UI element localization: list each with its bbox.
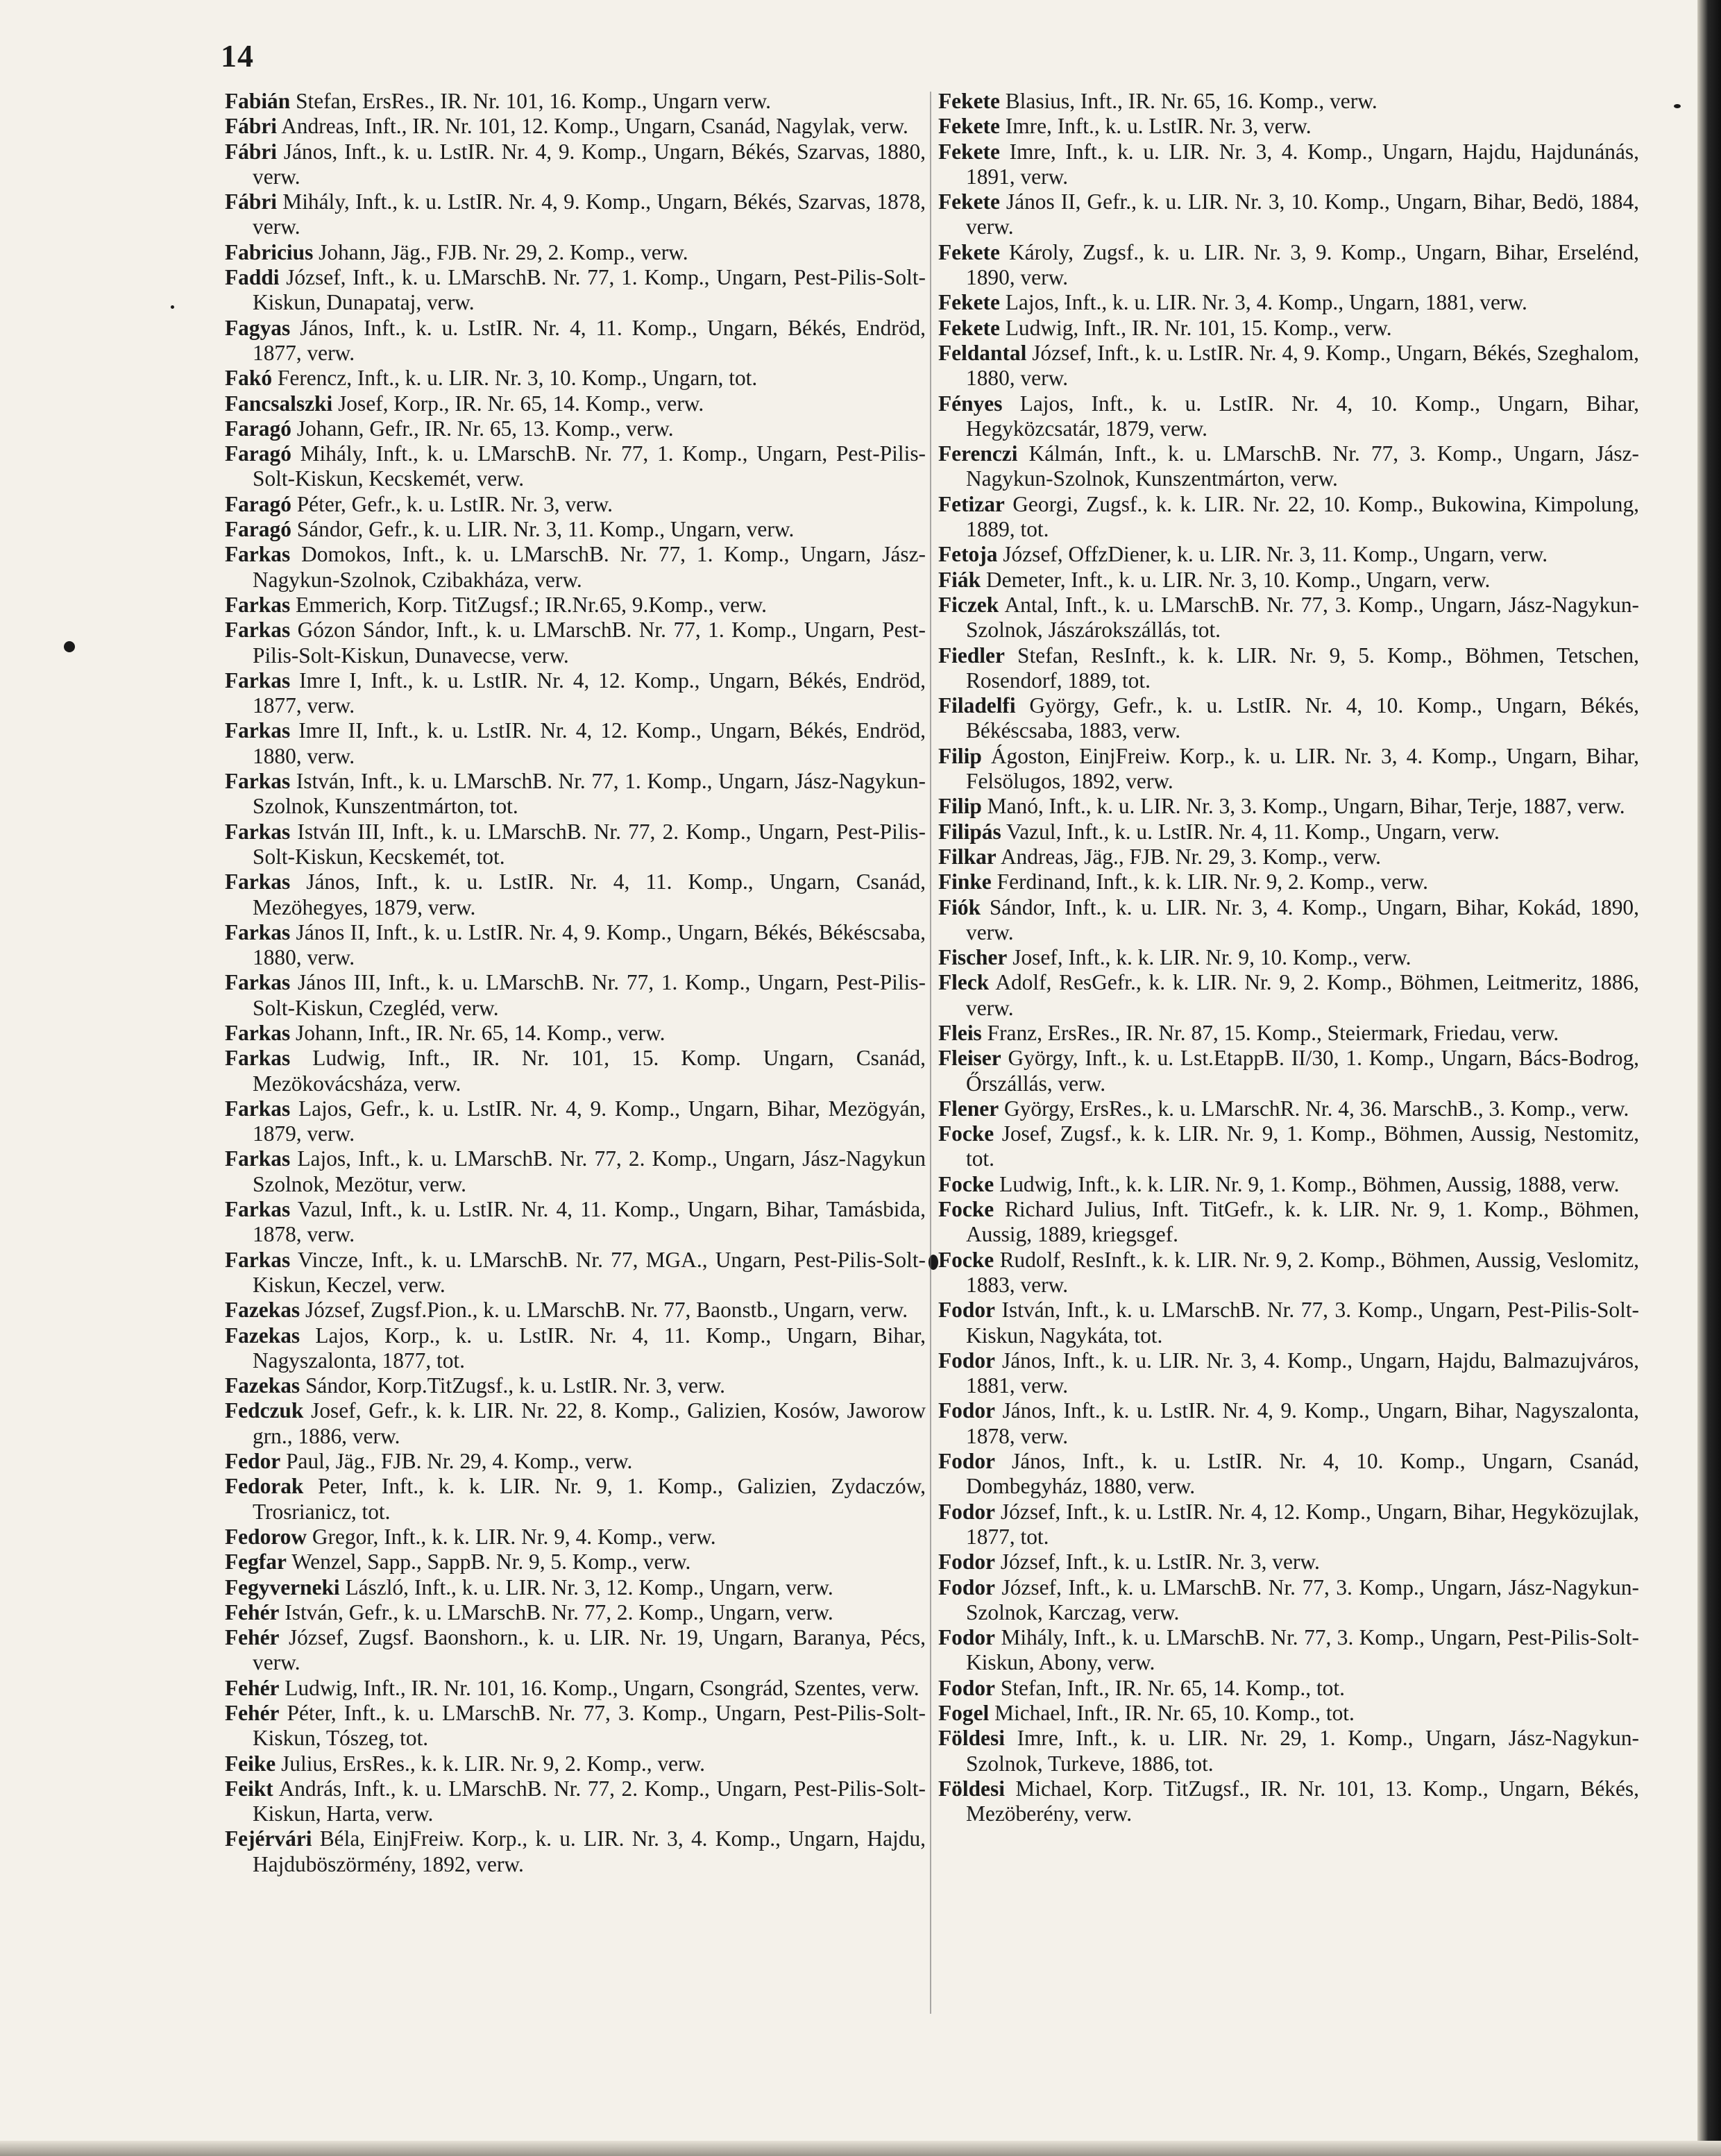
- entry: [225, 441, 926, 492]
- entry: [225, 593, 926, 618]
- entry-details: Sándor, Inft., k. u. LIR. Nr. 3, 4. Komp., Ungarn, Bihar, Kokád, 1890, verw.: [966, 894, 1639, 944]
- entry-details: József, Inft., k. u. LstIR. Nr. 4, 12. Komp., Ungarn, Bihar, Hegyközujlak, 1877, tot.: [966, 1499, 1639, 1549]
- entry-surname: Fehér: [225, 1701, 280, 1725]
- entry-details: Mihály, Inft., k. u. LMarschB. Nr. 77, 3. Komp., Ungarn, Pest-Pilis-Solt-Kiskun, Abony, verw.: [966, 1625, 1639, 1675]
- entry-surname: Ferenczi: [938, 441, 1018, 466]
- entry-surname: Filadelfi: [938, 693, 1016, 718]
- entry: [225, 1146, 926, 1197]
- entry: [225, 189, 926, 240]
- entry: [225, 1600, 926, 1625]
- entry: [225, 869, 926, 920]
- entry-surname: Fiák: [938, 567, 981, 592]
- entry-surname: Fodor: [938, 1499, 995, 1524]
- entry-details: György, Gefr., k. u. LstIR. Nr. 4, 10. Komp., Ungarn, Békés, Békéscsaba, 1883, verw.: [966, 693, 1639, 743]
- entry-details: Adolf, ResGefr., k. k. LIR. Nr. 9, 2. Komp., Böhmen, Leitmeritz, 1886, verw.: [966, 970, 1639, 1020]
- entry-details: Julius, ErsRes., k. k. LIR. Nr. 9, 2. Komp., verw.: [281, 1751, 706, 1776]
- entry-details: Ferdinand, Inft., k. k. LIR. Nr. 9, 2. Komp., verw.: [997, 869, 1428, 894]
- entry: [225, 1398, 926, 1449]
- entry-surname: Fakó: [225, 366, 273, 391]
- entry-details: István III, Inft., k. u. LMarschB. Nr. 77, 2. Komp., Ungarn, Pest-Pilis-Solt-Kiskun, Kecskemét, tot.: [253, 819, 926, 869]
- entry-details: János, Inft., k. u. LIR. Nr. 3, 4. Komp., Ungarn, Hajdu, Balmazujváros, 1881, verw.: [966, 1348, 1639, 1398]
- entry: [938, 189, 1639, 240]
- entry-surname: Fleis: [938, 1020, 982, 1045]
- entry-surname: Faragó: [225, 441, 291, 466]
- entry-surname: Fodor: [938, 1398, 995, 1423]
- entry: [225, 1826, 926, 1877]
- entry-surname: Fedczuk: [225, 1398, 304, 1423]
- entry-details: Péter, Inft., k. u. LMarschB. Nr. 77, 3. Komp., Ungarn, Pest-Pilis-Solt-Kiskun, Tószeg, tot.: [253, 1701, 926, 1751]
- entry: [938, 1398, 1639, 1449]
- scan-edge-bottom: [0, 2141, 1721, 2156]
- entry-details: Franz, ErsRes., IR. Nr. 87, 15. Komp., Steiermark, Friedau, verw.: [987, 1020, 1559, 1045]
- entry-surname: Fábri: [225, 114, 277, 139]
- entry: [938, 593, 1639, 643]
- entry-surname: Faragó: [225, 416, 291, 441]
- entry: [225, 820, 926, 870]
- entry-surname: Fischer: [938, 945, 1008, 970]
- entry-surname: Fabricius: [225, 239, 314, 264]
- scan-edge-right: [1697, 0, 1721, 2156]
- entry: [225, 1298, 926, 1323]
- entry: [938, 1121, 1639, 1172]
- entry-details: Ludwig, Inft., IR. Nr. 101, 16. Komp., Ungarn, Csongrád, Szentes, verw.: [285, 1675, 919, 1700]
- entry-details: József, OffzDiener, k. u. LIR. Nr. 3, 11. Komp., Ungarn, verw.: [1003, 542, 1548, 567]
- entry: [225, 970, 926, 1021]
- entry-details: Kálmán, Inft., k. u. LMarschB. Nr. 77, 3. Komp., Ungarn, Jász-Nagykun-Szolnok, Kunszentmárton, verw.: [966, 441, 1639, 491]
- entry-details: Andreas, Inft., IR. Nr. 101, 12. Komp., Ungarn, Csanád, Nagylak, verw.: [281, 114, 908, 139]
- entry-details: János, Inft., k. u. LstIR. Nr. 4, 10. Komp., Ungarn, Csanád, Dombegyház, 1880, verw.: [966, 1449, 1639, 1499]
- entry: [225, 492, 926, 517]
- entry: [938, 391, 1639, 442]
- entry: [938, 1021, 1639, 1046]
- entry-details: Vazul, Inft., k. u. LstIR. Nr. 4, 11. Komp., Ungarn, verw.: [1006, 819, 1500, 844]
- entry: [938, 970, 1639, 1021]
- left-column: [225, 89, 926, 1877]
- entry: [225, 1676, 926, 1701]
- entry-surname: Fodor: [938, 1550, 995, 1574]
- entry: [938, 1701, 1639, 1726]
- entry-surname: Faragó: [225, 491, 291, 516]
- entry-surname: Fodor: [938, 1675, 995, 1700]
- entry: [938, 1776, 1639, 1827]
- entry-details: Lajos, Gefr., k. u. LstIR. Nr. 4, 9. Komp., Ungarn, Bihar, Mezögyán, 1879, verw.: [253, 1096, 926, 1146]
- entry-surname: Fekete: [938, 239, 1000, 264]
- entry: [938, 945, 1639, 970]
- entry: [938, 316, 1639, 341]
- entry-surname: Farkas: [225, 618, 291, 643]
- entry-details: Manó, Inft., k. u. LIR. Nr. 3, 3. Komp., Ungarn, Bihar, Terje, 1887, verw.: [987, 794, 1625, 819]
- entry-details: György, Inft., k. u. Lst.EtappB. II/30, 1. Komp., Ungarn, Bács-Bodrog, Őrszállás, verw.: [966, 1046, 1639, 1096]
- entry-details: Gregor, Inft., k. k. LIR. Nr. 9, 4. Komp., verw.: [312, 1524, 716, 1549]
- entry-surname: Fetizar: [938, 491, 1005, 516]
- entry: [938, 1248, 1639, 1298]
- entry-details: Lajos, Inft., k. u. LIR. Nr. 3, 4. Komp., Ungarn, 1881, verw.: [1005, 290, 1527, 315]
- entry-details: Sándor, Gefr., k. u. LIR. Nr. 3, 11. Komp., Ungarn, verw.: [296, 517, 795, 542]
- entry-details: Ludwig, Inft., IR. Nr. 101, 15. Komp. Ungarn, Csanád, Mezökovácsháza, verw.: [253, 1046, 926, 1096]
- entry: [225, 769, 926, 820]
- entry-details: Ludwig, Inft., k. k. LIR. Nr. 9, 1. Komp., Böhmen, Aussig, 1888, verw.: [999, 1171, 1620, 1196]
- entry-details: Stefan, ResInft., k. k. LIR. Nr. 9, 5. Komp., Böhmen, Tetschen, Rosendorf, 1889, tot.: [966, 643, 1639, 693]
- entry-details: Richard Julius, Inft. TitGefr., k. k. LIR. Nr. 9, 1. Komp., Böhmen, Aussig, 1889, kriegsgef.: [966, 1197, 1639, 1247]
- page-number: 14: [221, 38, 254, 74]
- entry-details: Imre, Inft., k. u. LIR. Nr. 29, 1. Komp., Ungarn, Jász-Nagykun-Szolnok, Turkeve, 1886, tot.: [966, 1726, 1639, 1776]
- entry-details: János II, Inft., k. u. LstIR. Nr. 4, 9. Komp., Ungarn, Békés, Békéscsaba, 1880, verw.: [253, 919, 926, 970]
- entry-surname: Farkas: [225, 1197, 291, 1222]
- entry: [225, 1021, 926, 1046]
- entry-surname: Feikt: [225, 1776, 273, 1801]
- entry-details: János, Inft., k. u. LstIR. Nr. 4, 11. Komp., Ungarn, Csanád, Mezöhegyes, 1879, verw.: [253, 869, 926, 919]
- entry-details: Georgi, Zugsf., k. k. LIR. Nr. 22, 10. Komp., Bukowina, Kimpolung, 1889, tot.: [966, 491, 1639, 542]
- entry-surname: Ficzek: [938, 592, 999, 617]
- entry-surname: Fábri: [225, 139, 277, 164]
- entry: [225, 920, 926, 971]
- entry: [938, 820, 1639, 844]
- entry: [225, 1046, 926, 1096]
- entry-details: György, ErsRes., k. u. LMarschR. Nr. 4, 36. MarschB., 3. Komp., verw.: [1004, 1096, 1629, 1121]
- entry-details: Demeter, Inft., k. u. LIR. Nr. 3, 10. Komp., Ungarn, verw.: [985, 567, 1491, 592]
- entry: [225, 1474, 926, 1525]
- entry-surname: Farkas: [225, 1146, 291, 1171]
- entry-details: Johann, Gefr., IR. Nr. 65, 13. Komp., verw.: [296, 416, 674, 441]
- entry: [225, 542, 926, 593]
- entry: [225, 1625, 926, 1676]
- entry: [938, 1726, 1639, 1776]
- entry-details: János, Inft., k. u. LstIR. Nr. 4, 9. Komp., Ungarn, Bihar, Nagyszalonta, 1878, verw.: [966, 1398, 1639, 1448]
- entry-details: Antal, Inft., k. u. LMarschB. Nr. 77, 3. Komp., Ungarn, Jász-Nagykun-Szolnok, Jászárokszállás, tot.: [966, 592, 1639, 643]
- entry-details: Imre, Inft., k. u. LIR. Nr. 3, 4. Komp., Ungarn, Hajdu, Hajdunánás, 1891, verw.: [966, 139, 1639, 189]
- entry: [938, 341, 1639, 391]
- entry: [938, 139, 1639, 190]
- entry-details: Domokos, Inft., k. u. LMarschB. Nr. 77, 1. Komp., Ungarn, Jász-Nagykun-Szolnok, Czibakháza, verw.: [253, 542, 926, 592]
- entry-surname: Farkas: [225, 769, 291, 794]
- entry-details: József, Inft., k. u. LMarschB. Nr. 77, 1. Komp., Ungarn, Pest-Pilis-Solt-Kiskun, Dunapataj, verw.: [253, 265, 926, 315]
- entry-surname: Fabián: [225, 89, 291, 113]
- entry-surname: Faddi: [225, 265, 280, 290]
- entry: [938, 1500, 1639, 1550]
- speck: [1674, 104, 1681, 108]
- entry-details: Lajos, Inft., k. u. LMarschB. Nr. 77, 2. Komp., Ungarn, Jász-Nagykun Szolnok, Mezötur, verw.: [253, 1146, 926, 1196]
- entry-details: Vincze, Inft., k. u. LMarschB. Nr. 77, MGA., Ungarn, Pest-Pilis-Solt-Kiskun, Keczel, verw.: [253, 1247, 926, 1297]
- entry-details: Josef, Korp., IR. Nr. 65, 14. Komp., verw.: [338, 391, 704, 416]
- entry-details: Károly, Zugsf., k. u. LIR. Nr. 3, 9. Komp., Ungarn, Bihar, Erselénd, 1890, verw.: [966, 239, 1639, 290]
- entry-details: István, Gefr., k. u. LMarschB. Nr. 77, 2. Komp., Ungarn, verw.: [285, 1599, 833, 1624]
- entry: [938, 1172, 1639, 1197]
- entry-surname: Filipás: [938, 819, 1001, 844]
- entry-surname: Fleiser: [938, 1046, 1001, 1071]
- entry-details: László, Inft., k. u. LIR. Nr. 3, 12. Komp., Ungarn, verw.: [345, 1574, 833, 1599]
- entry: [225, 1701, 926, 1751]
- entry: [938, 441, 1639, 492]
- entry-surname: Filip: [938, 794, 982, 819]
- entry-surname: Fegyverneki: [225, 1574, 340, 1599]
- entry-surname: Fábri: [225, 189, 277, 214]
- entry: [225, 366, 926, 391]
- entry-surname: Filip: [938, 743, 982, 768]
- entry-details: Blasius, Inft., IR. Nr. 65, 16. Komp., verw.: [1005, 89, 1377, 113]
- entry: [225, 668, 926, 719]
- entry-surname: Fekete: [938, 189, 1000, 214]
- entry: [225, 391, 926, 416]
- entry-details: Sándor, Korp.TitZugsf., k. u. LstIR. Nr. 3, verw.: [305, 1373, 726, 1398]
- speck: [64, 641, 75, 652]
- entry-details: János, Inft., k. u. LstIR. Nr. 4, 11. Komp., Ungarn, Békés, Endröd, 1877, verw.: [253, 315, 926, 365]
- entry: [938, 1550, 1639, 1574]
- entry: [225, 316, 926, 366]
- entry: [938, 1449, 1639, 1500]
- entry-surname: Fedorow: [225, 1524, 307, 1549]
- entry-details: Imre, Inft., k. u. LstIR. Nr. 3, verw.: [1005, 114, 1312, 139]
- entry-surname: Fedorak: [225, 1474, 304, 1499]
- entry: [225, 265, 926, 316]
- entry-surname: Farkas: [225, 542, 291, 567]
- entry-surname: Fehér: [225, 1625, 280, 1650]
- entry: [225, 416, 926, 441]
- entry-details: András, Inft., k. u. LMarschB. Nr. 77, 2. Komp., Ungarn, Pest-Pilis-Solt-Kiskun, Harta, verw.: [253, 1776, 926, 1826]
- entry: [225, 139, 926, 190]
- entry: [938, 114, 1639, 139]
- entry-details: Michael, Inft., IR. Nr. 65, 10. Komp., tot.: [994, 1701, 1355, 1725]
- entry-details: Lajos, Korp., k. u. LstIR. Nr. 4, 11. Komp., Ungarn, Bihar, Nagyszalonta, 1877, tot.: [253, 1323, 926, 1373]
- entry-surname: Feldantal: [938, 340, 1027, 365]
- entry: [938, 1096, 1639, 1121]
- entry-surname: Focke: [938, 1247, 994, 1272]
- entry: [225, 89, 926, 114]
- entry-surname: Fazekas: [225, 1373, 300, 1398]
- entry-surname: Focke: [938, 1171, 994, 1196]
- entry: [225, 240, 926, 265]
- entry: [938, 1625, 1639, 1676]
- entry-surname: Fegfar: [225, 1550, 287, 1574]
- entry-details: Josef, Gefr., k. k. LIR. Nr. 22, 8. Komp., Galizien, Kosów, Jaworow grn., 1886, verw.: [253, 1398, 926, 1448]
- entry-surname: Fazekas: [225, 1298, 300, 1323]
- entry-details: Andreas, Jäg., FJB. Nr. 29, 3. Komp., verw.: [1000, 844, 1381, 869]
- entry-details: Imre II, Inft., k. u. LstIR. Nr. 4, 12. Komp., Ungarn, Békés, Endröd, 1880, verw.: [253, 718, 926, 768]
- entry-details: Johann, Jäg., FJB. Nr. 29, 2. Komp., verw.: [319, 239, 688, 264]
- entry-details: József, Zugsf.Pion., k. u. LMarschB. Nr. 77, Baonstb., Ungarn, verw.: [305, 1298, 908, 1323]
- entry: [225, 1575, 926, 1600]
- entry: [938, 643, 1639, 694]
- entry-details: József, Inft., k. u. LMarschB. Nr. 77, 3. Komp., Ungarn, Jász-Nagykun-Szolnok, Karczag, verw.: [966, 1574, 1639, 1624]
- entry: [938, 568, 1639, 593]
- entry-details: Peter, Inft., k. k. LIR. Nr. 9, 1. Komp., Galizien, Zydaczów, Trosrianicz, tot.: [253, 1474, 926, 1524]
- entry-surname: Farkas: [225, 592, 291, 617]
- entry-details: József, Inft., k. u. LstIR. Nr. 4, 9. Komp., Ungarn, Békés, Szeghalom, 1880, verw.: [966, 340, 1639, 391]
- entry-surname: Farkas: [225, 970, 291, 995]
- entry: [225, 114, 926, 139]
- entry-details: Gózon Sándor, Inft., k. u. LMarschB. Nr. 77, 1. Komp., Ungarn, Pest-Pilis-Solt-Kiskun, Dunavecse, verw.: [253, 618, 926, 668]
- entry: [938, 1298, 1639, 1348]
- entry: [225, 1449, 926, 1474]
- entry-details: Stefan, ErsRes., IR. Nr. 101, 16. Komp., Ungarn verw.: [296, 89, 772, 113]
- entry-surname: Farkas: [225, 819, 291, 844]
- entry: [225, 618, 926, 668]
- entry-details: Emmerich, Korp. TitZugsf.; IR.Nr.65, 9.Komp., verw.: [296, 592, 767, 617]
- entry-details: János, Inft., k. u. LstIR. Nr. 4, 9. Komp., Ungarn, Békés, Szarvas, 1880, verw.: [253, 139, 926, 189]
- entry-surname: Fekete: [938, 139, 1000, 164]
- entry-surname: Fodor: [938, 1348, 995, 1373]
- entry-surname: Fleck: [938, 970, 990, 995]
- entry: [225, 1197, 926, 1248]
- entry: [938, 844, 1639, 869]
- entry: [938, 240, 1639, 291]
- entry-surname: Fekete: [938, 114, 1000, 139]
- entry-details: István, Inft., k. u. LMarschB. Nr. 77, 1. Komp., Ungarn, Jász-Nagykun-Szolnok, Kunszentmárton, tot.: [253, 769, 926, 819]
- entry-surname: Faragó: [225, 517, 291, 542]
- entry-details: József, Zugsf. Baonshorn., k. u. LIR. Nr. 19, Ungarn, Baranya, Pécs, verw.: [253, 1625, 926, 1675]
- entry: [938, 1046, 1639, 1096]
- entry: [938, 1348, 1639, 1399]
- entry: [225, 1248, 926, 1298]
- entry-details: Béla, EinjFreiw. Korp., k. u. LIR. Nr. 3, 4. Komp., Ungarn, Hajdu, Hajduböszörmény, 1892, verw.: [253, 1826, 926, 1876]
- entry-details: József, Inft., k. u. LstIR. Nr. 3, verw.: [1000, 1550, 1320, 1574]
- entry: [225, 1550, 926, 1574]
- entry-surname: Farkas: [225, 1247, 291, 1272]
- entry: [225, 1373, 926, 1398]
- entry: [225, 718, 926, 769]
- entry-surname: Fekete: [938, 290, 1000, 315]
- entry-surname: Fedor: [225, 1449, 281, 1474]
- entry: [225, 517, 926, 542]
- entry-surname: Fekete: [938, 315, 1000, 340]
- entry-details: Ferencz, Inft., k. u. LIR. Nr. 3, 10. Komp., Ungarn, tot.: [277, 366, 758, 391]
- entry-details: István, Inft., k. u. LMarschB. Nr. 77, 3. Komp., Ungarn, Pest-Pilis-Solt-Kiskun, Nagykáta, tot.: [966, 1298, 1639, 1348]
- entry-details: Stefan, Inft., IR. Nr. 65, 14. Komp., tot.: [1000, 1675, 1345, 1700]
- entry: [225, 1323, 926, 1374]
- entry-details: Péter, Gefr., k. u. LstIR. Nr. 3, verw.: [296, 491, 613, 516]
- entry-surname: Farkas: [225, 919, 291, 944]
- entry-surname: Földesi: [938, 1726, 1005, 1751]
- entry-details: Imre I, Inft., k. u. LstIR. Nr. 4, 12. Komp., Ungarn, Békés, Endröd, 1877, verw.: [253, 668, 926, 718]
- entry-surname: Fehér: [225, 1599, 280, 1624]
- entry-surname: Fehér: [225, 1675, 280, 1700]
- entry-surname: Farkas: [225, 1020, 291, 1045]
- entry-surname: Focke: [938, 1197, 994, 1222]
- entry-surname: Fodor: [938, 1625, 995, 1650]
- entry: [225, 1096, 926, 1147]
- entry-surname: Fancsalszki: [225, 391, 333, 416]
- entry: [225, 1776, 926, 1827]
- entry-surname: Fiedler: [938, 643, 1005, 668]
- entry-surname: Farkas: [225, 718, 291, 743]
- entry: [938, 744, 1639, 795]
- entry-surname: Farkas: [225, 1096, 291, 1121]
- entry: [938, 542, 1639, 567]
- entry-surname: Fodor: [938, 1574, 995, 1599]
- entry-details: Michael, Korp. TitZugsf., IR. Nr. 101, 13. Komp., Ungarn, Békés, Mezöberény, verw.: [966, 1776, 1639, 1826]
- entry: [938, 1676, 1639, 1701]
- entry-surname: Farkas: [225, 668, 291, 693]
- right-column: [938, 89, 1639, 1826]
- entry-details: János III, Inft., k. u. LMarschB. Nr. 77, 1. Komp., Ungarn, Pest-Pilis-Solt-Kiskun, Czegléd, verw.: [253, 970, 926, 1020]
- entry: [225, 1751, 926, 1776]
- speck: [171, 305, 174, 309]
- entry-surname: Filkar: [938, 844, 997, 869]
- entry-surname: Fodor: [938, 1449, 995, 1474]
- entry: [938, 794, 1639, 819]
- entry-surname: Focke: [938, 1121, 994, 1146]
- entry-surname: Földesi: [938, 1776, 1005, 1801]
- entry: [938, 290, 1639, 315]
- entry: [225, 1525, 926, 1550]
- entry-details: Wenzel, Sapp., SappB. Nr. 9, 5. Komp., verw.: [291, 1550, 691, 1574]
- entry-surname: Fekete: [938, 89, 1000, 113]
- entry: [938, 1575, 1639, 1626]
- entry-surname: Finke: [938, 869, 992, 894]
- entry-details: Johann, Inft., IR. Nr. 65, 14. Komp., verw.: [296, 1020, 665, 1045]
- column-divider: [930, 92, 931, 2014]
- entry-surname: Flener: [938, 1096, 999, 1121]
- entry-details: Mihály, Inft., k. u. LstIR. Nr. 4, 9. Komp., Ungarn, Békés, Szarvas, 1878, verw.: [253, 189, 926, 239]
- entry: [938, 1197, 1639, 1248]
- entry-surname: Farkas: [225, 869, 291, 894]
- entry: [938, 89, 1639, 114]
- entry-surname: Fazekas: [225, 1323, 300, 1348]
- entry-details: Rudolf, ResInft., k. k. LIR. Nr. 9, 2. Komp., Böhmen, Aussig, Veslomitz, 1883, verw.: [966, 1247, 1639, 1297]
- entry-surname: Feike: [225, 1751, 276, 1776]
- entry-details: Josef, Zugsf., k. k. LIR. Nr. 9, 1. Komp., Böhmen, Aussig, Nestomitz, tot.: [966, 1121, 1639, 1171]
- entry-details: Paul, Jäg., FJB. Nr. 29, 4. Komp., verw.: [286, 1449, 633, 1474]
- entry-surname: Fiók: [938, 894, 981, 919]
- entry-details: Lajos, Inft., k. u. LstIR. Nr. 4, 10. Komp., Ungarn, Bihar, Hegyközcsatár, 1879, verw.: [966, 391, 1639, 441]
- entry-surname: Fagyas: [225, 315, 291, 340]
- entry-details: Ludwig, Inft., IR. Nr. 101, 15. Komp., verw.: [1005, 315, 1392, 340]
- entry-surname: Fejérvári: [225, 1826, 312, 1851]
- entry-details: Ágoston, EinjFreiw. Korp., k. u. LIR. Nr. 3, 4. Komp., Ungarn, Bihar, Felsölugos, 1892, verw.: [966, 743, 1639, 794]
- entry: [938, 492, 1639, 543]
- entry: [938, 693, 1639, 744]
- entry-details: Josef, Inft., k. k. LIR. Nr. 9, 10. Komp., verw.: [1012, 945, 1411, 970]
- entry-surname: Fogel: [938, 1701, 990, 1725]
- entry-details: Mihály, Inft., k. u. LMarschB. Nr. 77, 1. Komp., Ungarn, Pest-Pilis-Solt-Kiskun, Kecskemét, verw.: [253, 441, 926, 491]
- entry: [938, 895, 1639, 946]
- entry-details: Vazul, Inft., k. u. LstIR. Nr. 4, 11. Komp., Ungarn, Bihar, Tamásbida, 1878, verw.: [253, 1197, 926, 1247]
- entry-surname: Fodor: [938, 1298, 995, 1323]
- entry-surname: Farkas: [225, 1046, 291, 1071]
- entry: [938, 869, 1639, 894]
- entry-surname: Fetoja: [938, 542, 998, 567]
- entry-surname: Fényes: [938, 391, 1003, 416]
- entry-details: János II, Gefr., k. u. LIR. Nr. 3, 10. Komp., Ungarn, Bihar, Bedö, 1884, verw.: [966, 189, 1639, 239]
